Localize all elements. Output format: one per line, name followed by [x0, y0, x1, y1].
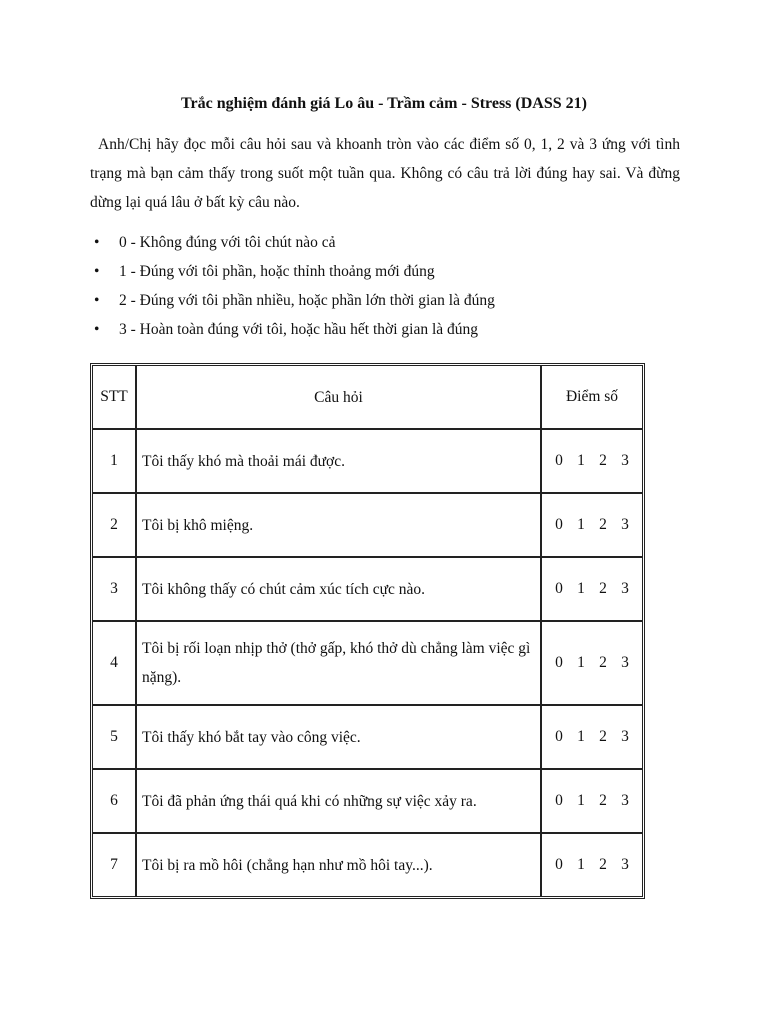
table-row: [93, 770, 642, 834]
score-option-0[interactable]: 0: [555, 452, 563, 469]
header-score: Điểm số: [542, 366, 642, 430]
score-option-0[interactable]: 0: [555, 792, 563, 809]
score-option-2[interactable]: 2: [599, 580, 607, 597]
row-number: 6: [93, 770, 137, 834]
score-option-0[interactable]: 0: [555, 654, 563, 671]
table-row: [93, 494, 642, 558]
legend-item: [90, 257, 495, 286]
instructions: [90, 130, 680, 217]
legend-text: 2 - Đúng với tôi phần nhiều, hoặc phần lớn thời gian là đúng: [119, 292, 495, 309]
score-options: [542, 834, 642, 896]
page-title: Trắc nghiệm đánh giá Lo âu - Trầm cảm - Stress (DASS 21): [181, 95, 587, 112]
score-option-3[interactable]: 3: [621, 728, 629, 745]
question-text: Tôi bị rối loạn nhịp thở (thở gấp, khó thở dù chẳng làm việc gì nặng).: [137, 622, 542, 706]
row-number: 4: [93, 622, 137, 706]
question-text: Tôi không thấy có chút cảm xúc tích cực nào.: [137, 558, 542, 622]
score-options: [542, 770, 642, 834]
score-option-2[interactable]: 2: [599, 728, 607, 745]
score-option-0[interactable]: 0: [555, 580, 563, 597]
score-option-1[interactable]: 1: [577, 654, 585, 671]
table-row: [93, 834, 642, 896]
bullet-icon: •: [94, 292, 100, 309]
score-options: [542, 558, 642, 622]
bullet-icon: •: [94, 263, 100, 280]
question-text: Tôi thấy khó bắt tay vào công việc.: [137, 706, 542, 770]
row-number: 2: [93, 494, 137, 558]
question-text: Tôi đã phản ứng thái quá khi có những sự việc xảy ra.: [137, 770, 542, 834]
score-option-2[interactable]: 2: [599, 654, 607, 671]
legend-text: 1 - Đúng với tôi phần, hoặc thỉnh thoảng mới đúng: [119, 263, 435, 280]
question-text: Tôi bị ra mồ hôi (chẳng hạn như mồ hôi tay...).: [137, 834, 542, 896]
score-option-0[interactable]: 0: [555, 856, 563, 873]
score-option-3[interactable]: 3: [621, 580, 629, 597]
instructions-text: Anh/Chị hãy đọc mỗi câu hỏi sau và khoanh tròn vào các điểm số 0, 1, 2 và 3 ứng với tình trạng mà bạn cảm thấy trong suốt một tuần qua. Không có câu trả lời đúng hay sai. Và đừng dừng lại quá lâu ở bất kỳ câu nào.: [90, 136, 680, 211]
legend-item: [90, 286, 495, 315]
score-options: [542, 494, 642, 558]
score-option-2[interactable]: 2: [599, 792, 607, 809]
legend-text: 3 - Hoàn toàn đúng với tôi, hoặc hầu hết thời gian là đúng: [119, 321, 479, 338]
score-option-1[interactable]: 1: [577, 452, 585, 469]
header-question: Câu hỏi: [137, 366, 542, 430]
legend-item: [90, 315, 495, 344]
row-number: 3: [93, 558, 137, 622]
score-option-3[interactable]: 3: [621, 516, 629, 533]
legend-text: 0 - Không đúng với tôi chút nào cả: [119, 234, 336, 251]
table-row: [93, 430, 642, 494]
table-body: [93, 430, 642, 896]
score-legend: [90, 228, 495, 344]
score-option-1[interactable]: 1: [577, 792, 585, 809]
score-option-2[interactable]: 2: [599, 856, 607, 873]
score-option-1[interactable]: 1: [577, 516, 585, 533]
score-options: [542, 706, 642, 770]
score-option-0[interactable]: 0: [555, 728, 563, 745]
score-option-3[interactable]: 3: [621, 452, 629, 469]
table-row: [93, 558, 642, 622]
score-option-3[interactable]: 3: [621, 654, 629, 671]
row-number: 7: [93, 834, 137, 896]
legend-item: [90, 228, 495, 257]
score-option-1[interactable]: 1: [577, 728, 585, 745]
score-options: [542, 622, 642, 706]
score-option-2[interactable]: 2: [599, 452, 607, 469]
questionnaire-table: [90, 363, 645, 899]
question-text: Tôi thấy khó mà thoải mái được.: [137, 430, 542, 494]
bullet-icon: •: [94, 234, 100, 251]
score-option-2[interactable]: 2: [599, 516, 607, 533]
table-row: [93, 706, 642, 770]
score-option-3[interactable]: 3: [621, 792, 629, 809]
score-option-0[interactable]: 0: [555, 516, 563, 533]
question-text: Tôi bị khô miệng.: [137, 494, 542, 558]
score-options: [542, 430, 642, 494]
score-option-1[interactable]: 1: [577, 856, 585, 873]
row-number: 1: [93, 430, 137, 494]
header-stt: STT: [93, 366, 137, 430]
table-header-row: [93, 366, 642, 430]
score-option-3[interactable]: 3: [621, 856, 629, 873]
table-row: [93, 622, 642, 706]
bullet-icon: •: [94, 321, 100, 338]
row-number: 5: [93, 706, 137, 770]
score-option-1[interactable]: 1: [577, 580, 585, 597]
